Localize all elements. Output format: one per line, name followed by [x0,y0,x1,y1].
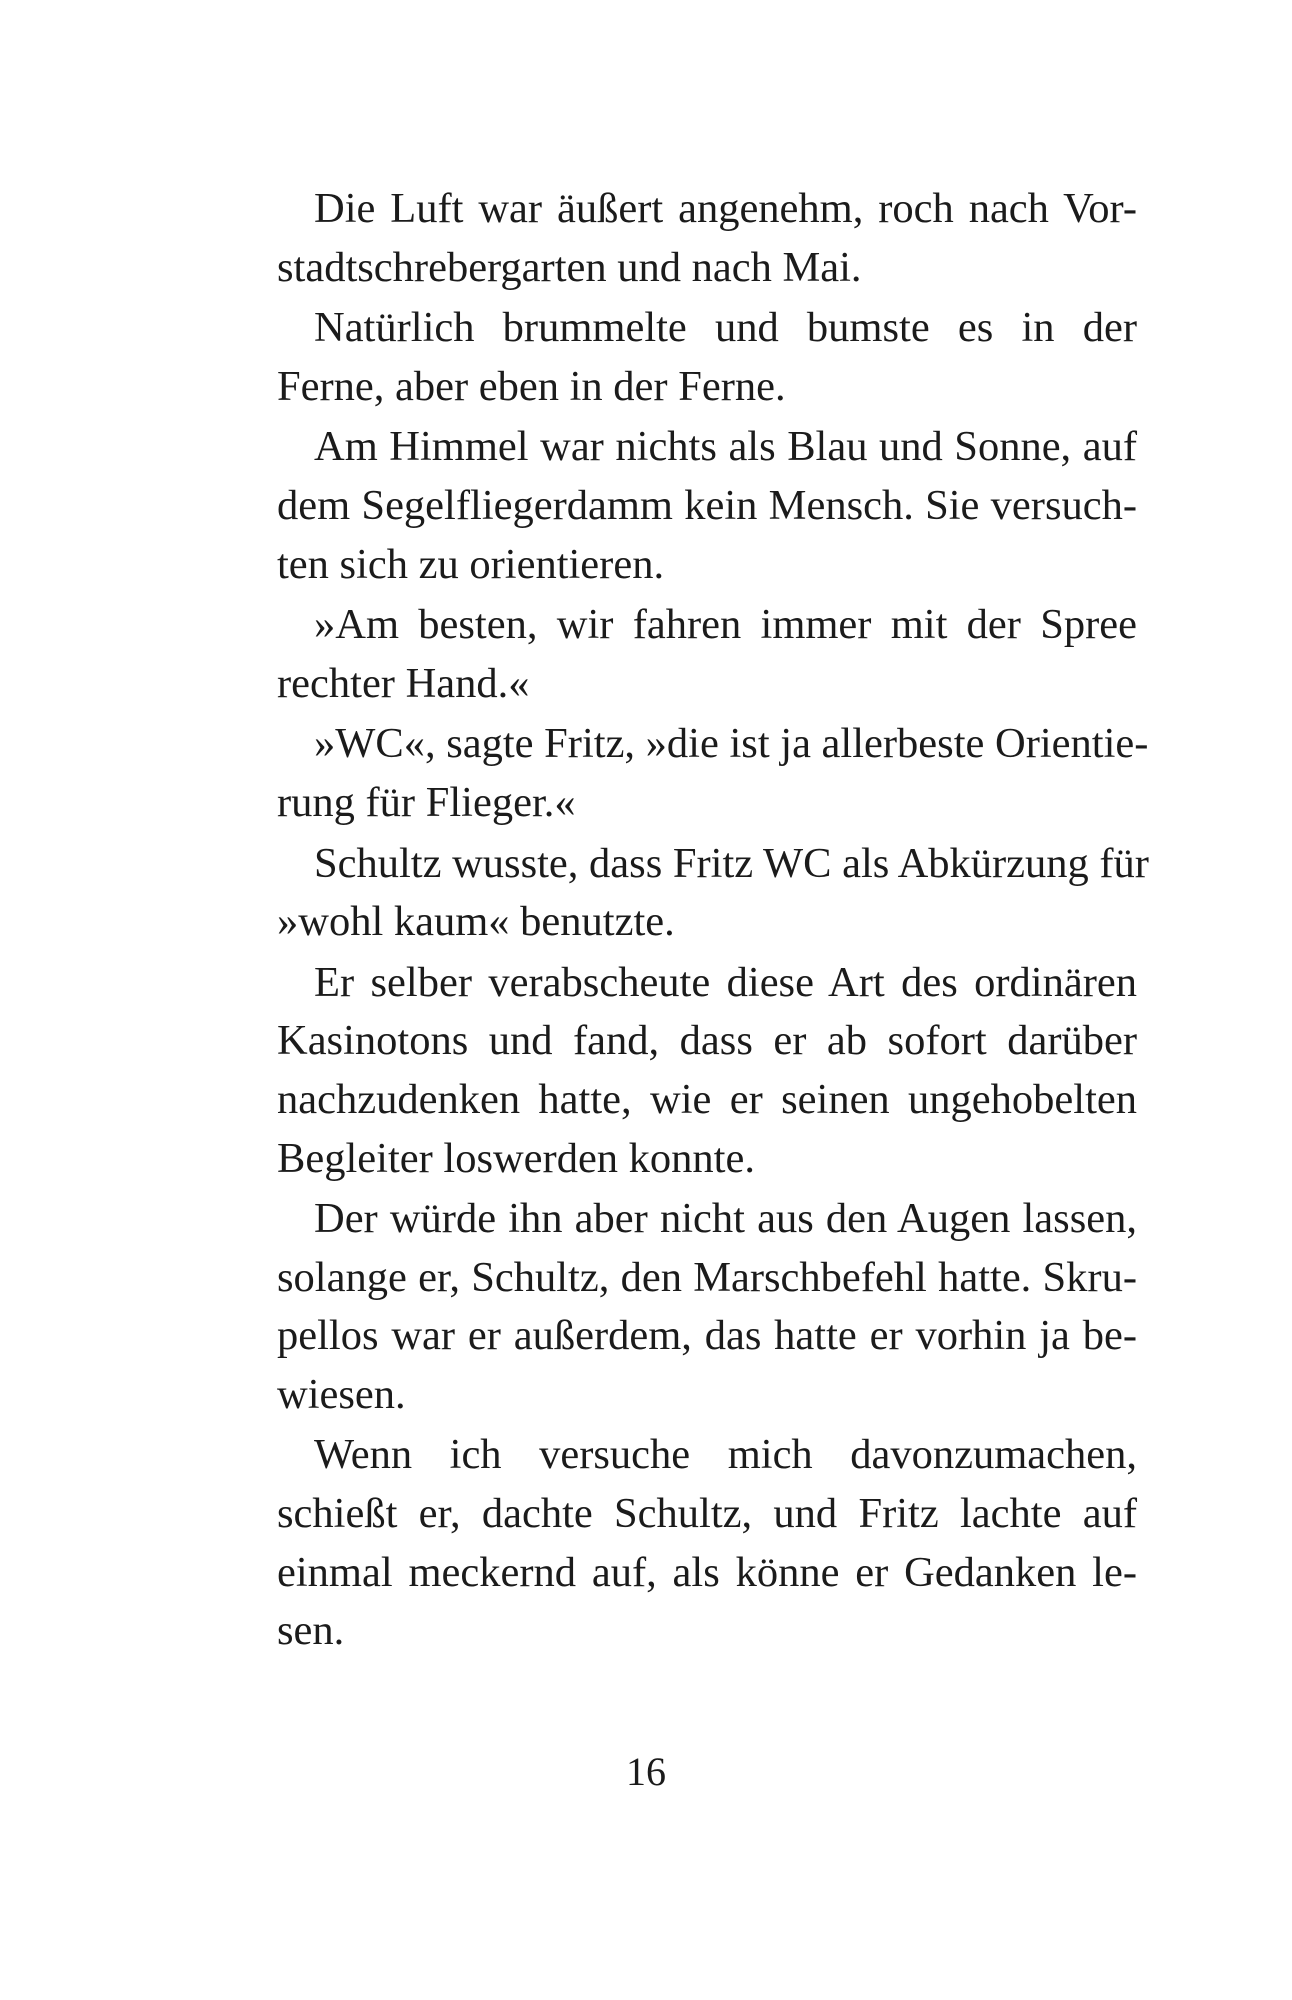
text-line: einmal meckernd auf, als könne er Gedanken le- [277,1548,1137,1596]
paragraph [277,180,1137,297]
text-line: Am Himmel war nichts als Blau und Sonne, auf [314,423,1137,471]
text-line: rung für Flieger.« [277,778,576,826]
text-line: solange er, Schultz, den Marschbefehl hatte. Skru- [277,1253,1137,1301]
paragraph [277,1426,1137,1660]
text-line: Ferne, aber eben in der Ferne. [277,362,786,410]
text-line: schießt er, dachte Schultz, und Fritz lachte auf [277,1490,1137,1538]
text-line: Kasinotons und fand, dass er ab sofort darüber [277,1017,1137,1065]
paragraph [277,596,1137,713]
text-line: Schultz wusste, dass Fritz WC als Abkürzung für [314,839,1149,887]
text-line: Natürlich brummelte und bumste es in der [314,304,1137,352]
text-line: Der würde ihn aber nicht aus den Augen lassen, [314,1195,1137,1243]
text-line: ten sich zu orientieren. [277,540,665,588]
text-line: Die Luft war äußert angenehm, roch nach Vor- [314,185,1137,232]
text-line: dem Segelfliegerdamm kein Mensch. Sie versuch- [277,481,1137,529]
paragraph [277,835,1149,952]
text-line: pellos war er außerdem, das hatte er vorhin ja be- [277,1312,1137,1360]
text-line: Wenn ich versuche mich davonzumachen, [314,1431,1137,1479]
text-line: rechter Hand.« [277,659,530,707]
text-line: »wohl kaum« benutzte. [277,898,675,946]
text-line: Er selber verabscheute diese Art des ordinären [314,958,1137,1006]
text-line: stadtschrebergarten und nach Mai. [277,243,862,291]
text-line: »WC«, sagte Fritz, »die ist ja allerbeste Orientie- [314,720,1149,768]
text-line: »Am besten, wir fahren immer mit der Spree [314,601,1137,649]
paragraph [277,299,1137,416]
text-line: wiesen. [277,1370,406,1418]
text-line: Begleiter loswerden konnte. [277,1134,755,1182]
page-number: 16 [626,1749,666,1794]
paragraph [277,715,1149,832]
text-line: sen. [277,1607,345,1655]
body-text [277,180,1149,1663]
paragraph [277,954,1137,1188]
paragraph [277,418,1137,594]
text-line: nachzudenken hatte, wie er seinen ungehobelten [277,1075,1137,1123]
paragraph [277,1190,1137,1424]
